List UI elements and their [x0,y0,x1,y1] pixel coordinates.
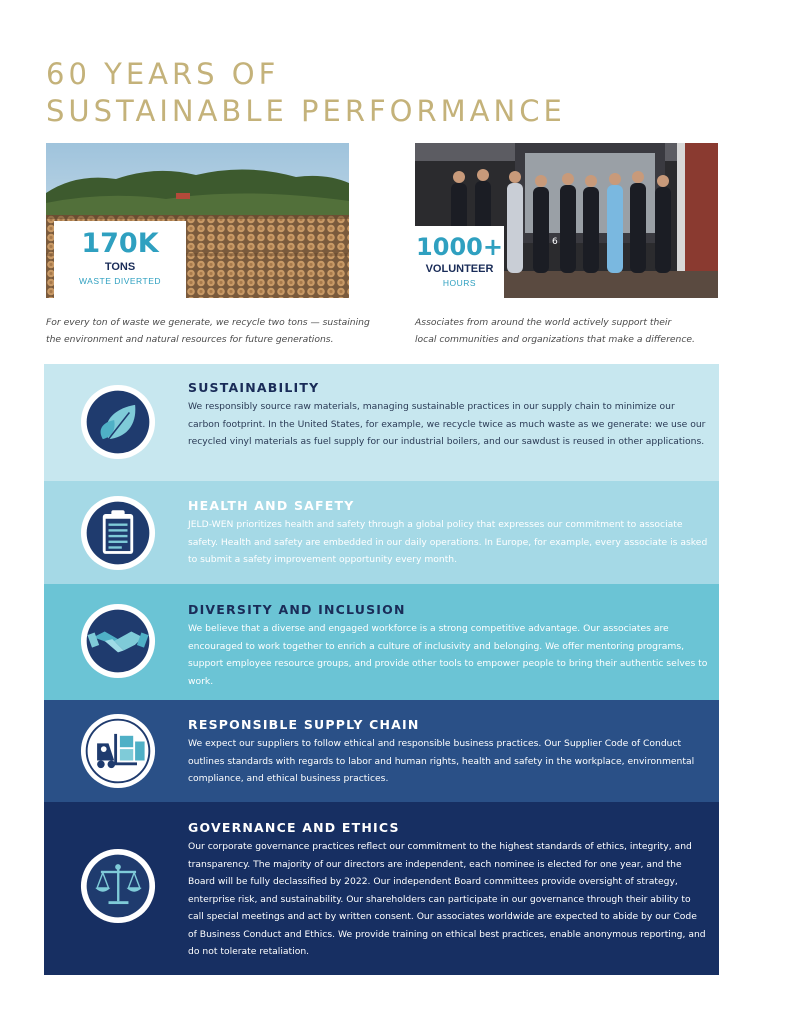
title-line-2: SUSTAINABLE PERFORMANCE [46,94,566,128]
truck-number: 6 [552,237,558,247]
section-heading: GOVERNANCE AND ETHICS [188,820,400,835]
caption-line: the environment and natural resources for future generations. [46,334,334,345]
volunteers-photo [415,143,718,298]
clipboard-icon [80,495,156,571]
title-line-1: 60 YEARS OF [46,57,280,91]
section-health-safety [44,481,719,584]
scales-icon [80,848,156,924]
stat-volunteer-hours [415,226,504,298]
section-body: We expect our suppliers to follow ethical and responsible business practices. Our Supplier Code of Conduct outlines standards with regards to labor and human rights, health and safety in the workplace, environmental compliance, and ethical business practices. [188,738,695,784]
stat-subtitle: HOURS [442,278,477,288]
caption-line: local communities and organizations that make a difference. [415,334,695,345]
page-title [46,56,566,130]
stat-number: 1000+ [416,233,503,261]
stat-unit: VOLUNTEER [425,263,494,275]
section-governance-ethics [44,802,719,975]
section-body: Our corporate governance practices reflect our commitment to the highest standards of ethics, integrity, and transparency. The majority of our directors are independent, each nominee is elected for one year, and the Board will be fully declassified by 2022. Our independent Board committees provide oversight of strategy, enterprise risk, and sustainability. Our shareholders can participate in our governance through their ability to call special meetings and act by written consent. Our associates worldwide are expected to abide by our Code of Business Conduct and Ethics. We provide training on ethical best practices, enable anonymous reporting, and do not tolerate retaliation. [188,841,706,957]
section-sustainability [44,364,719,481]
forklift-icon [80,713,156,789]
section-diversity-inclusion [44,584,719,700]
section-heading: DIVERSITY AND INCLUSION [188,602,406,617]
stat-number: 170K [81,228,159,259]
stat-unit: TONS [104,261,136,273]
section-heading: SUSTAINABILITY [188,380,320,395]
caption-waste [46,314,376,348]
caption-line: Associates from around the world actively support their [415,317,672,328]
section-heading: HEALTH AND SAFETY [188,498,355,513]
stat-subtitle: WASTE DIVERTED [78,276,162,286]
stat-waste-diverted [54,221,186,298]
section-heading: RESPONSIBLE SUPPLY CHAIN [188,717,420,732]
section-body: We responsibly source raw materials, managing sustainable practices in our supply chain to minimize our carbon footprint. In the United States, for example, we recycle twice as much waste as we generate: we use our recycled vinyl materials as fuel supply for our industrial boilers, and our sawdust is reused in other applications. [188,401,706,447]
section-body: JELD-WEN prioritizes health and safety through a global policy that expresses our commitment to associate safety. Health and safety are embedded in our daily operations. In Europe, for example, every associate is asked to submit a safety improvement opportunity every month. [188,519,708,565]
leaf-icon [80,384,156,460]
caption-line: For every ton of waste we generate, we recycle two tons — sustaining [46,317,370,328]
caption-volunteer [415,314,715,348]
section-body: We believe that a diverse and engaged workforce is a strong competitive advantage. Our associates are encouraged to work together to enrich a culture of inclusivity and belonging. We offer mentoring programs, support employee resource groups, and provide other tools to empower people to bring their authentic selves to work. [188,623,708,687]
log-yard-photo [46,143,349,298]
section-supply-chain [44,700,719,802]
handshake-icon [80,603,156,679]
